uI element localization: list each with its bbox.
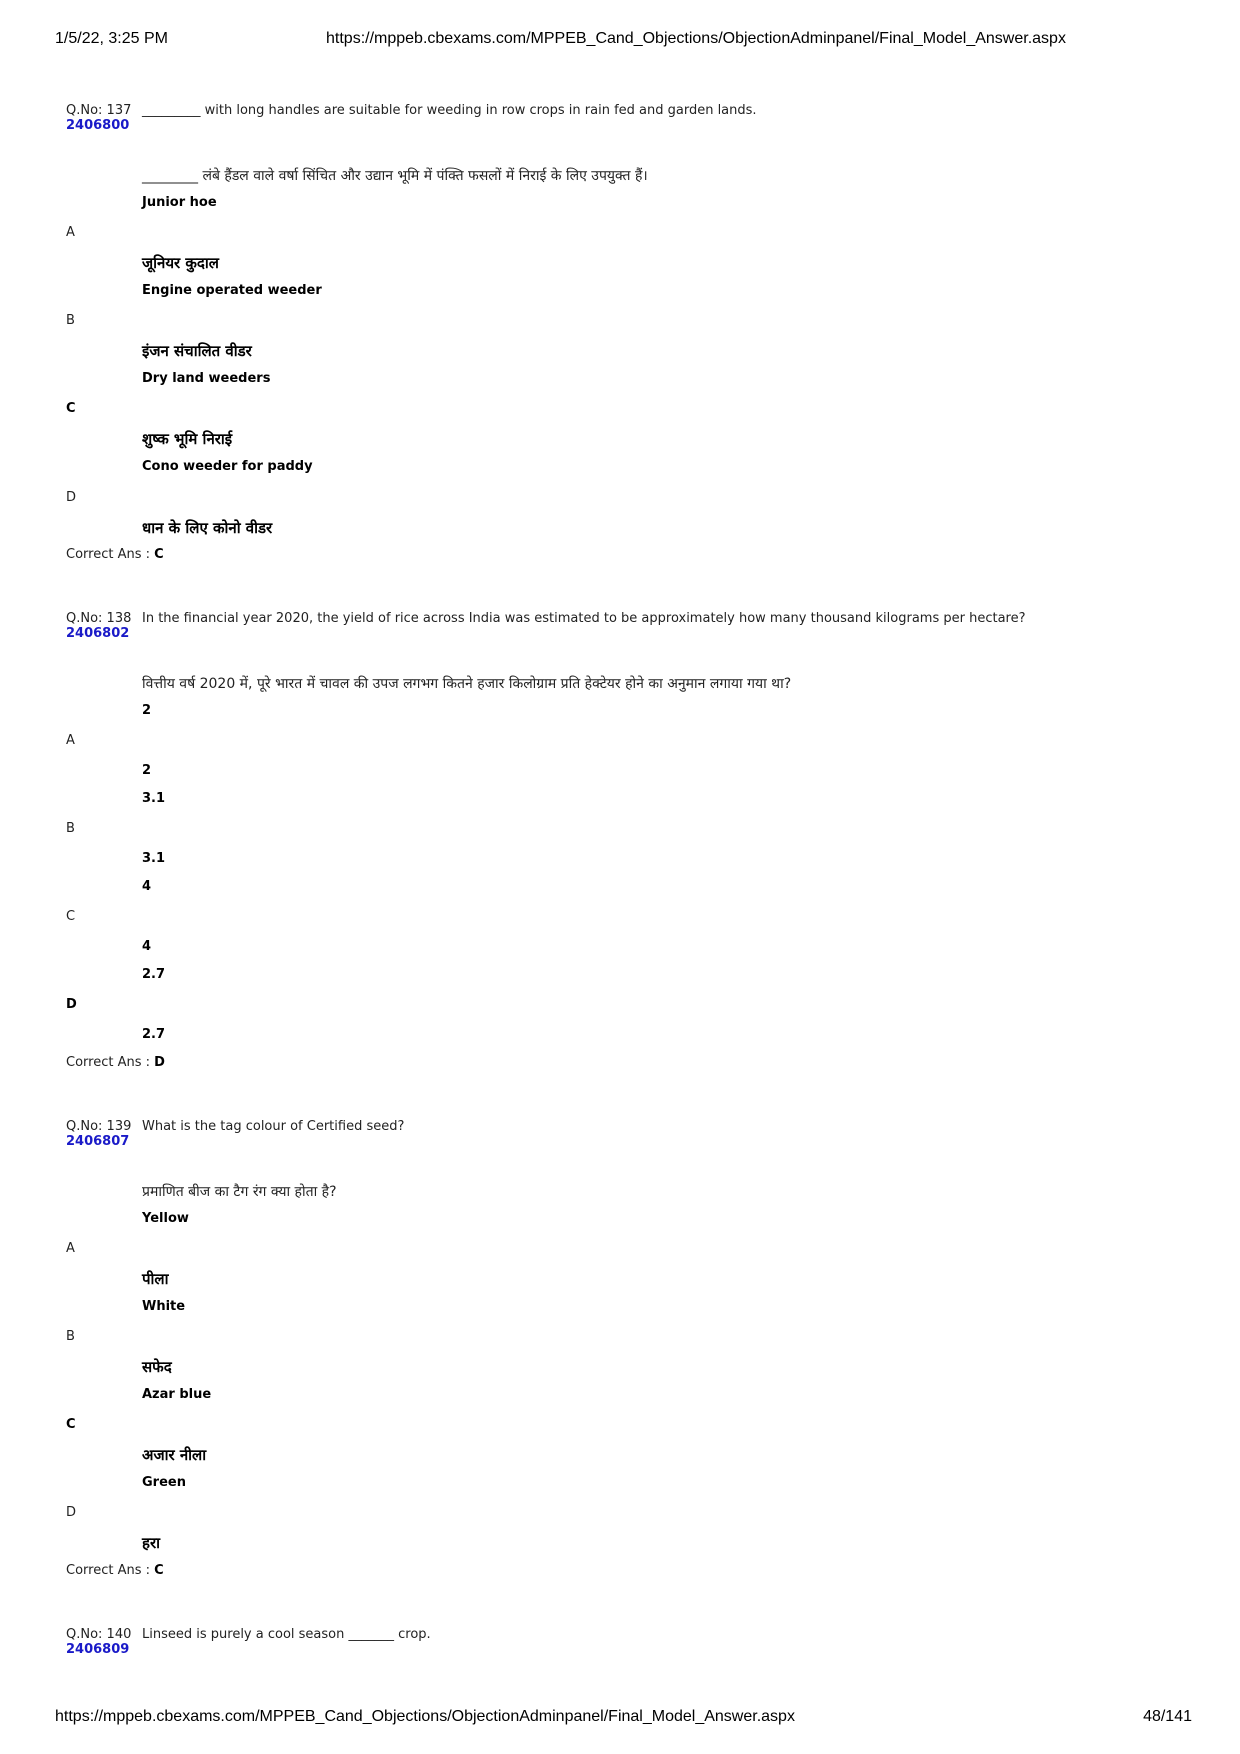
option-b-text-en: Engine operated weeder (142, 283, 322, 298)
option-a-letter: A (66, 1241, 75, 1256)
option-b-text-en: White (142, 1299, 186, 1314)
option-d-letter: D (66, 490, 77, 505)
question-id: 2406807 (66, 1134, 130, 1149)
option-c-text-en: 4 (142, 879, 152, 894)
question-text-en: In the financial year 2020, the yield of rice across India was estimated to be approximately how many thousand kilograms per hectare? (142, 611, 1026, 626)
question-number: Q.No: 138 (66, 611, 132, 626)
option-c-text-hi: शुष्क भूमि निराई (142, 430, 233, 448)
option-a-text-en: Junior hoe (142, 195, 217, 210)
print-datetime: 1/5/22, 3:25 PM (55, 30, 168, 47)
option-d-text-hi: 2.7 (142, 1027, 166, 1042)
page-number: 48/141 (1143, 1708, 1192, 1725)
option-a-text-en: 2 (142, 703, 152, 718)
option-c-text-hi: 4 (142, 939, 152, 954)
question-id: 2406802 (66, 626, 130, 641)
question-id: 2406800 (66, 118, 130, 133)
question-text-en: Linseed is purely a cool season _______ crop. (142, 1627, 431, 1642)
correct-answer (66, 547, 164, 562)
option-a-letter: A (66, 733, 75, 748)
correct-answer-label: Correct Ans : (66, 1055, 155, 1070)
option-c-text-en: Dry land weeders (142, 371, 271, 386)
option-d-letter: D (66, 1505, 77, 1520)
option-c-text-en: Azar blue (142, 1387, 212, 1402)
option-d-text-en: 2.7 (142, 967, 166, 982)
option-b-letter: B (66, 313, 75, 328)
option-b-text-hi: 3.1 (142, 851, 166, 866)
question-number: Q.No: 139 (66, 1119, 132, 1134)
question-number: Q.No: 137 (66, 103, 132, 118)
correct-answer-value: C (154, 547, 164, 562)
option-a-text-hi: जूनियर कुदाल (142, 254, 219, 272)
option-c-letter: C (66, 909, 76, 924)
correct-answer-value: C (154, 1563, 164, 1578)
question-text-hi: प्रमाणित बीज का टैग रंग क्या होता है? (142, 1184, 337, 1200)
question-text-hi: वित्तीय वर्ष 2020 में, पूरे भारत में चावल की उपज लगभग कितने हजार किलोग्राम प्रति हेक्टेयर होने का अनुमान लगाया गया था? (142, 676, 792, 692)
option-a-text-hi: पीला (142, 1270, 169, 1288)
option-d-text-hi: हरा (142, 1534, 160, 1552)
correct-answer-label: Correct Ans : (66, 547, 155, 562)
option-b-text-en: 3.1 (142, 791, 166, 806)
print-url-footer: https://mppeb.cbexams.com/MPPEB_Cand_Objections/ObjectionAdminpanel/Final_Model_Answer.aspx (55, 1708, 795, 1725)
option-d-letter: D (66, 997, 77, 1012)
option-a-text-hi: 2 (142, 763, 152, 778)
option-b-text-hi: सफेद (142, 1358, 172, 1376)
option-c-text-hi: अजार नीला (142, 1446, 207, 1464)
correct-answer-value: D (154, 1055, 165, 1070)
option-d-text-en: Green (142, 1475, 186, 1490)
option-b-letter: B (66, 1329, 75, 1344)
option-a-text-en: Yellow (142, 1211, 189, 1226)
correct-answer-label: Correct Ans : (66, 1563, 155, 1578)
correct-answer (66, 1563, 164, 1578)
question-number: Q.No: 140 (66, 1627, 132, 1642)
option-d-text-hi: धान के लिए कोनो वीडर (142, 519, 273, 537)
option-d-text-en: Cono weeder for paddy (142, 459, 313, 474)
question-text-hi: ________ लंबे हैंडल वाले वर्षा सिंचित और उद्यान भूमि में पंक्ति फसलों में निराई के लिए उपयुक्त हैं। (142, 168, 648, 184)
question-text-en: _________ with long handles are suitable for weeding in row crops in rain fed and garden lands. (142, 103, 757, 118)
option-c-letter: C (66, 1417, 76, 1432)
question-id: 2406809 (66, 1642, 130, 1657)
option-c-letter: C (66, 401, 76, 416)
question-text-en: What is the tag colour of Certified seed? (142, 1119, 405, 1134)
print-url-header: https://mppeb.cbexams.com/MPPEB_Cand_Objections/ObjectionAdminpanel/Final_Model_Answer.aspx (326, 30, 1066, 47)
option-a-letter: A (66, 225, 75, 240)
correct-answer (66, 1055, 165, 1070)
option-b-letter: B (66, 821, 75, 836)
option-b-text-hi: इंजन संचालित वीडर (142, 342, 252, 360)
